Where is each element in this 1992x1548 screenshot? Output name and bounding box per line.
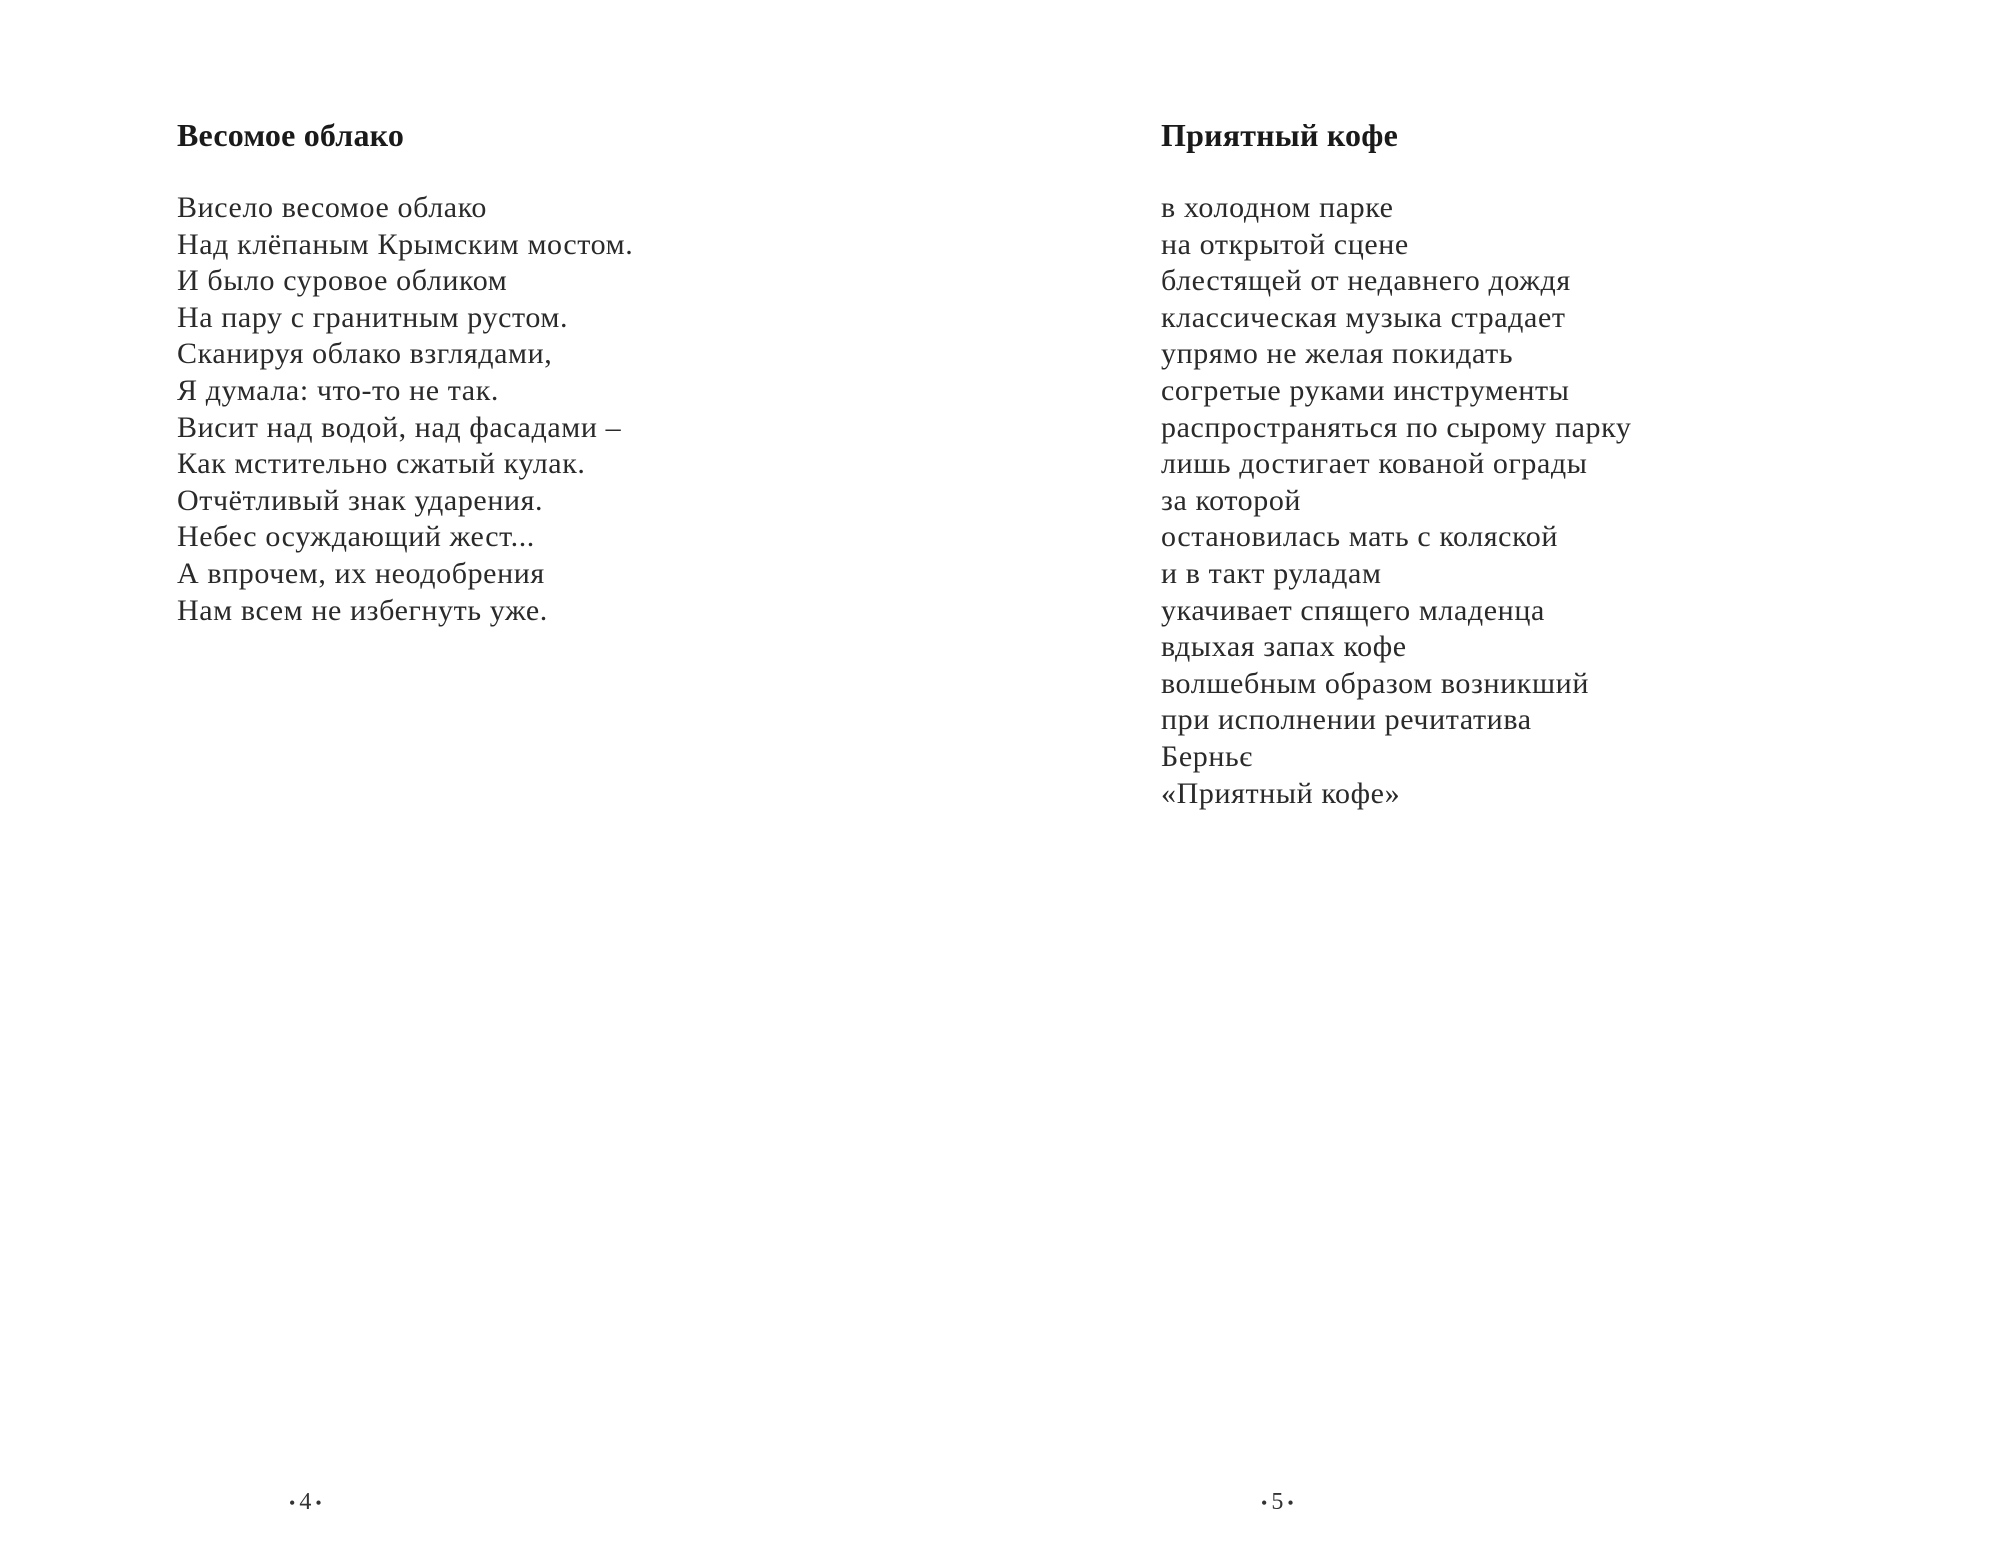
poem-line: за которой <box>1161 483 1302 517</box>
poem-line: упрямо не желая покидать <box>1161 337 1514 371</box>
poem-line: Отчётливый знак ударения. <box>177 483 544 517</box>
poem-line: Над клёпаным Крымским мостом. <box>177 227 634 261</box>
poem-line: лишь достигает кованой ограды <box>1161 447 1588 481</box>
poem-line: Как мстительно сжатый кулак. <box>177 447 586 481</box>
right-page <box>996 0 1992 1548</box>
poem-title: Весомое облако <box>177 117 405 153</box>
poem-line: Нам всем не избегнуть уже. <box>177 593 548 627</box>
page-number-value: 5 <box>1271 1489 1284 1515</box>
page-number <box>285 1488 326 1517</box>
page-number-dot: • <box>315 1493 322 1514</box>
page-number-value: 4 <box>299 1489 312 1515</box>
page-number <box>1257 1488 1298 1517</box>
poem-line: укачивает спящего младенца <box>1161 593 1545 627</box>
poem-line: И было суровое обликом <box>177 264 508 298</box>
page-number-dot: • <box>289 1493 296 1514</box>
poem-line: Берньє <box>1161 739 1253 773</box>
poem-line: блестящей от недавнего дождя <box>1161 264 1571 298</box>
poem-line: Висит над водой, над фасадами – <box>177 410 622 444</box>
poem-body <box>177 190 633 629</box>
page-number-dot: • <box>1261 1493 1268 1514</box>
poem-line: согретые руками инструменты <box>1161 373 1570 407</box>
poem-body <box>1161 190 1631 812</box>
poem-line: и в такт руладам <box>1161 556 1382 590</box>
poem-line: «Приятный кофе» <box>1161 776 1401 810</box>
poem-line: Висело весомое облако <box>177 191 487 224</box>
poem-line: классическая музыка страдает <box>1161 300 1566 334</box>
poem-line: Небес осуждающий жест... <box>177 520 535 554</box>
poem-line: волшебным образом возникший <box>1161 666 1589 700</box>
poem-line: А впрочем, их неодобрения <box>177 556 545 590</box>
page-number-dot: • <box>1287 1493 1294 1514</box>
poem-line: при исполнении речитатива <box>1161 703 1532 737</box>
poem-line: Я думала: что-то не так. <box>177 373 500 407</box>
poem-line: распространяться по сырому парку <box>1161 410 1632 444</box>
poem-line: вдыхая запах кофе <box>1161 630 1407 664</box>
poem-line: в холодном парке <box>1161 191 1394 224</box>
poem-line: остановилась мать с коляской <box>1161 520 1558 554</box>
poem-line: На пару с гранитным рустом. <box>177 300 569 334</box>
poem-line: на открытой сцене <box>1161 227 1409 261</box>
poem-title: Приятный кофе <box>1161 117 1398 153</box>
poem-line: Сканируя облако взглядами, <box>177 337 553 371</box>
